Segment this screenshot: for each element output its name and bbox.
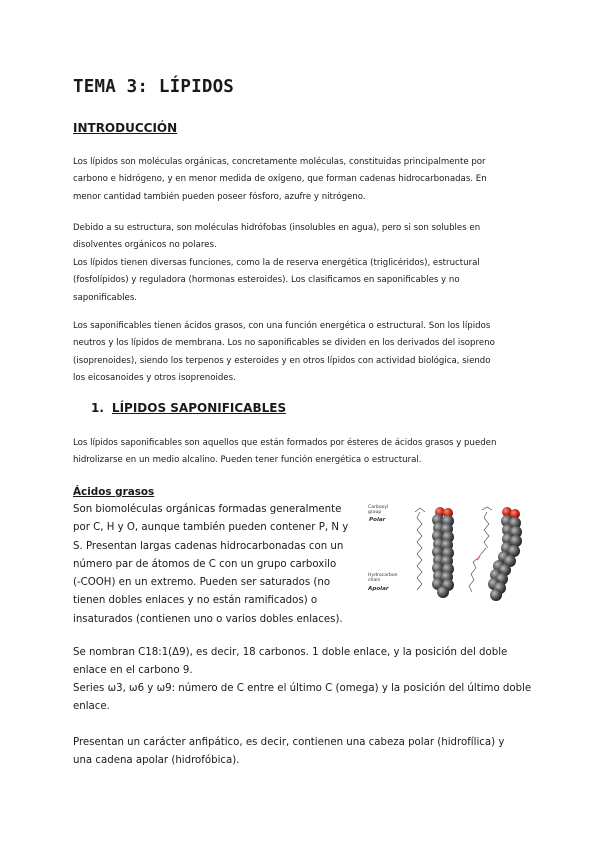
amphipathic-paragraph — [73, 734, 504, 770]
text-line: Series ω3, ω6 y ω9: número de C entre el último C (omega) y la posición del último doble — [73, 683, 532, 694]
text-line: Presentan un carácter anfipático, es decir, contienen una cabeza polar (hidrofílica) y — [73, 737, 505, 748]
page-title: TEMA 3: LÍPIDOS — [73, 77, 235, 97]
text-line: Se nombran C18:1(Δ9), es decir, 18 carbonos. 1 doble enlace, y la posición del doble — [73, 647, 508, 658]
intro-paragraph-3 — [73, 318, 533, 388]
fatty-acid-figure — [360, 504, 540, 610]
text-line: los eicosanoides y otros isoprenoides. — [73, 373, 236, 384]
intro-paragraph-1 — [73, 154, 533, 206]
figure-label-hydrocarbon: Hydrocarbon — [368, 573, 398, 578]
text-line: S. Presentan largas cadenas hidrocarbonadas con un — [73, 540, 344, 552]
text-line: Son biomoléculas orgánicas formadas generalmente — [73, 504, 342, 515]
intro-heading: INTRODUCCIÓN — [73, 121, 178, 135]
text-line: carbono e hidrógeno, y en menor medida de oxígeno, que forman cadenas hidrocarbonadas. En — [73, 174, 487, 185]
figure-label-group: group — [368, 510, 382, 515]
text-line: menor cantidad también pueden poseer fósforo, azufre y nitrógeno. — [73, 191, 366, 202]
nomenclature-paragraph — [73, 644, 531, 716]
figure-label-chain: chain — [368, 578, 381, 583]
unsaturated-space-filling-model — [488, 507, 522, 601]
text-line: (-COOH) en un extremo. Pueden ser saturados (no — [73, 577, 331, 589]
text-line: disolventes orgánicos no polares. — [73, 240, 217, 251]
unsaturated-skeletal-formula — [469, 507, 492, 592]
text-line: número par de átomos de C con un grupo carboxilo — [73, 558, 337, 570]
figure-label-polar: Polar — [369, 517, 386, 523]
section-heading — [91, 401, 286, 415]
text-line: tienen dobles enlaces y no están ramificados) o — [73, 595, 318, 607]
section-paragraph-1 — [73, 435, 533, 470]
text-line: enlace. — [73, 701, 110, 712]
section-number: 1. — [91, 401, 104, 415]
text-line: por C, H y O, aunque también pueden contener P, N y — [73, 522, 349, 534]
text-line: Los saponificables tienen ácidos grasos, con una función energética o estructural. Son los lípidos — [73, 321, 491, 331]
text-line: (fosfolípidos) y reguladora (hormonas esteroides). Los clasificamos en saponificables y no — [73, 275, 460, 286]
text-line: saponificables. — [73, 292, 138, 303]
figure-label-apolar: Apolar — [368, 586, 389, 592]
text-line: Los lípidos saponificables son aquellos que están formados por ésteres de ácidos grasos y pueden — [73, 438, 497, 448]
text-line: una cadena apolar (hidrofóbica). — [73, 755, 240, 766]
saturated-space-filling-model — [432, 507, 454, 598]
text-line: Los lípidos tienen diversas funciones, como la de reserva energética (triglicéridos), estructural — [73, 257, 480, 268]
text-line: neutros y los lípidos de membrana. Los no saponificables se dividen en los derivados del isopreno — [73, 338, 495, 349]
text-line: (isoprenoides), siendo los terpenos y esteroides y en otros lípidos con actividad biológica, siendo — [73, 355, 491, 366]
text-line: Debido a su estructura, son moléculas hidrófobas (insolubles en agua), pero si son solubles en — [73, 223, 481, 233]
section-title: LÍPIDOS SAPONIFICABLES — [111, 401, 287, 415]
figure-label-carboxyl: Carboxyl — [368, 505, 389, 510]
text-line: hidrolizarse en un medio alcalino. Pueden tener función energética o estructural. — [73, 455, 422, 466]
saturated-skeletal-formula — [415, 508, 425, 590]
text-line: insaturados (contienen uno o varios dobles enlaces). — [73, 613, 343, 625]
intro-paragraph-2 — [73, 220, 533, 307]
text-line: Los lípidos son moléculas orgánicas, concretamente moléculas, constituidas principalmente por — [73, 157, 486, 167]
text-line: enlace en el carbono 9. — [73, 665, 193, 676]
fatty-acids-paragraph — [73, 501, 353, 629]
fatty-acids-subheading: Ácidos grasos — [73, 486, 155, 498]
